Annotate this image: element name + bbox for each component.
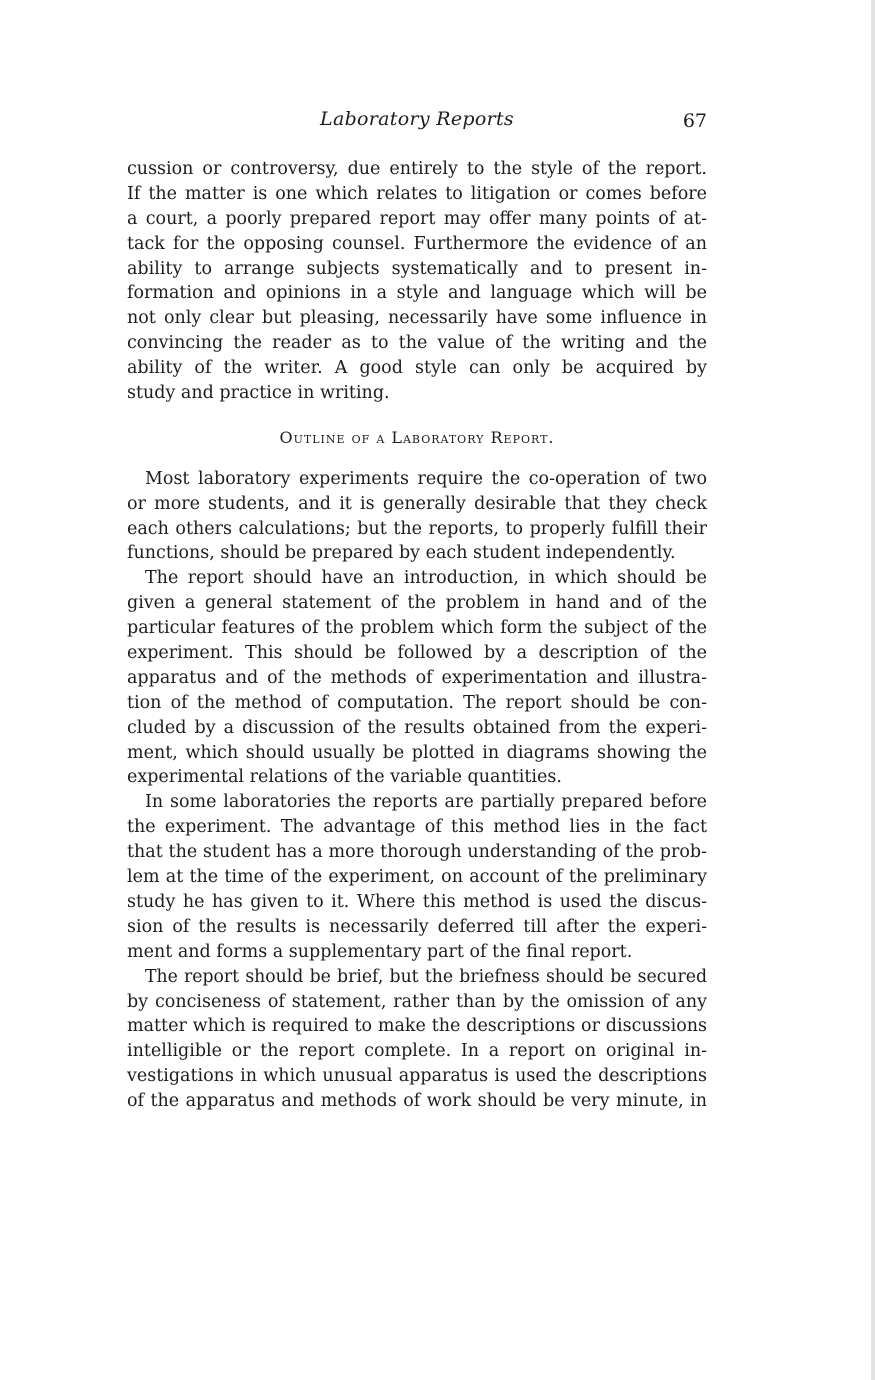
text-line: intelligible or the report complete. In a report on original in- [127, 1041, 707, 1062]
text-line: formation and opinions in a style and language which will be [127, 283, 707, 304]
text-line: apparatus and of the methods of experimentation and illustra- [127, 667, 707, 688]
text-line: functions, should be prepared by each student independently. [127, 543, 676, 564]
text-line: The report should have an introduction, in which should be [145, 568, 707, 589]
text-line: ability of the writer. A good style can only be acquired by [127, 358, 707, 379]
text-line: In some laboratories the reports are partially prepared before [145, 792, 707, 813]
body-text [127, 157, 707, 1114]
text-line: matter which is required to make the descriptions or discussions [127, 1016, 707, 1037]
text-line: The report should be brief, but the briefness should be secured [145, 966, 707, 987]
text-line: convincing the reader as to the value of the writing and the [127, 333, 707, 354]
paragraph [127, 790, 707, 964]
page-edge-shadow [871, 0, 875, 1380]
running-title: Laboratory Reports [320, 108, 514, 130]
paragraph-continued [127, 157, 707, 406]
text-line: by conciseness of statement, rather than by the omission of any [127, 991, 707, 1012]
text-line: cluded by a discussion of the results obtained from the experi- [127, 717, 707, 738]
text-line: each others calculations; but the reports, to properly fulfill their [127, 518, 707, 539]
text-line: particular features of the problem which form the subject of the [127, 618, 707, 639]
text-line: vestigations in which unusual apparatus is used the descriptions [127, 1066, 707, 1087]
text-line: sion of the results is necessarily deferred till after the experi- [127, 916, 707, 937]
text-line: given a general statement of the problem in hand and of the [127, 593, 707, 614]
text-line: cussion or controversy, due entirely to the style of the report. [127, 159, 707, 179]
text-line: tion of the method of computation. The report should be con- [127, 692, 707, 713]
text-line: If the matter is one which relates to litigation or comes before [127, 183, 707, 204]
text-line: tack for the opposing counsel. Furthermore the evidence of an [127, 233, 707, 254]
text-line: not only clear but pleasing, necessarily have some influence in [127, 308, 707, 329]
text-line: experimental relations of the variable quantities. [127, 767, 562, 788]
text-line: experiment. This should be followed by a description of the [127, 643, 707, 664]
running-head [127, 108, 707, 138]
paragraph [127, 566, 707, 790]
paragraph [127, 965, 707, 1114]
page-number: 67 [682, 110, 707, 132]
text-line: ment, which should usually be plotted in diagrams showing the [127, 742, 707, 763]
text-line: study he has given to it. Where this method is used the discus- [127, 891, 707, 912]
section-heading: Outline of a Laboratory Report. [279, 427, 555, 447]
text-line: ment and forms a supplementary part of the final report. [127, 941, 633, 962]
text-line: of the apparatus and methods of work should be very minute, in [127, 1091, 707, 1112]
text-line: a court, a poorly prepared report may offer many points of at- [127, 208, 707, 229]
text-line: ability to arrange subjects systematically and to present in- [127, 258, 707, 279]
text-line: the experiment. The advantage of this method lies in the fact [127, 817, 707, 838]
paragraph [127, 467, 707, 567]
text-line: or more students, and it is generally desirable that they check [127, 493, 707, 514]
text-line: Most laboratory experiments require the co-operation of two [145, 468, 707, 489]
text-line: that the student has a more thorough understanding of the prob- [127, 842, 707, 863]
text-line: study and practice in writing. [127, 383, 390, 404]
text-line: lem at the time of the experiment, on account of the preliminary [127, 867, 707, 888]
